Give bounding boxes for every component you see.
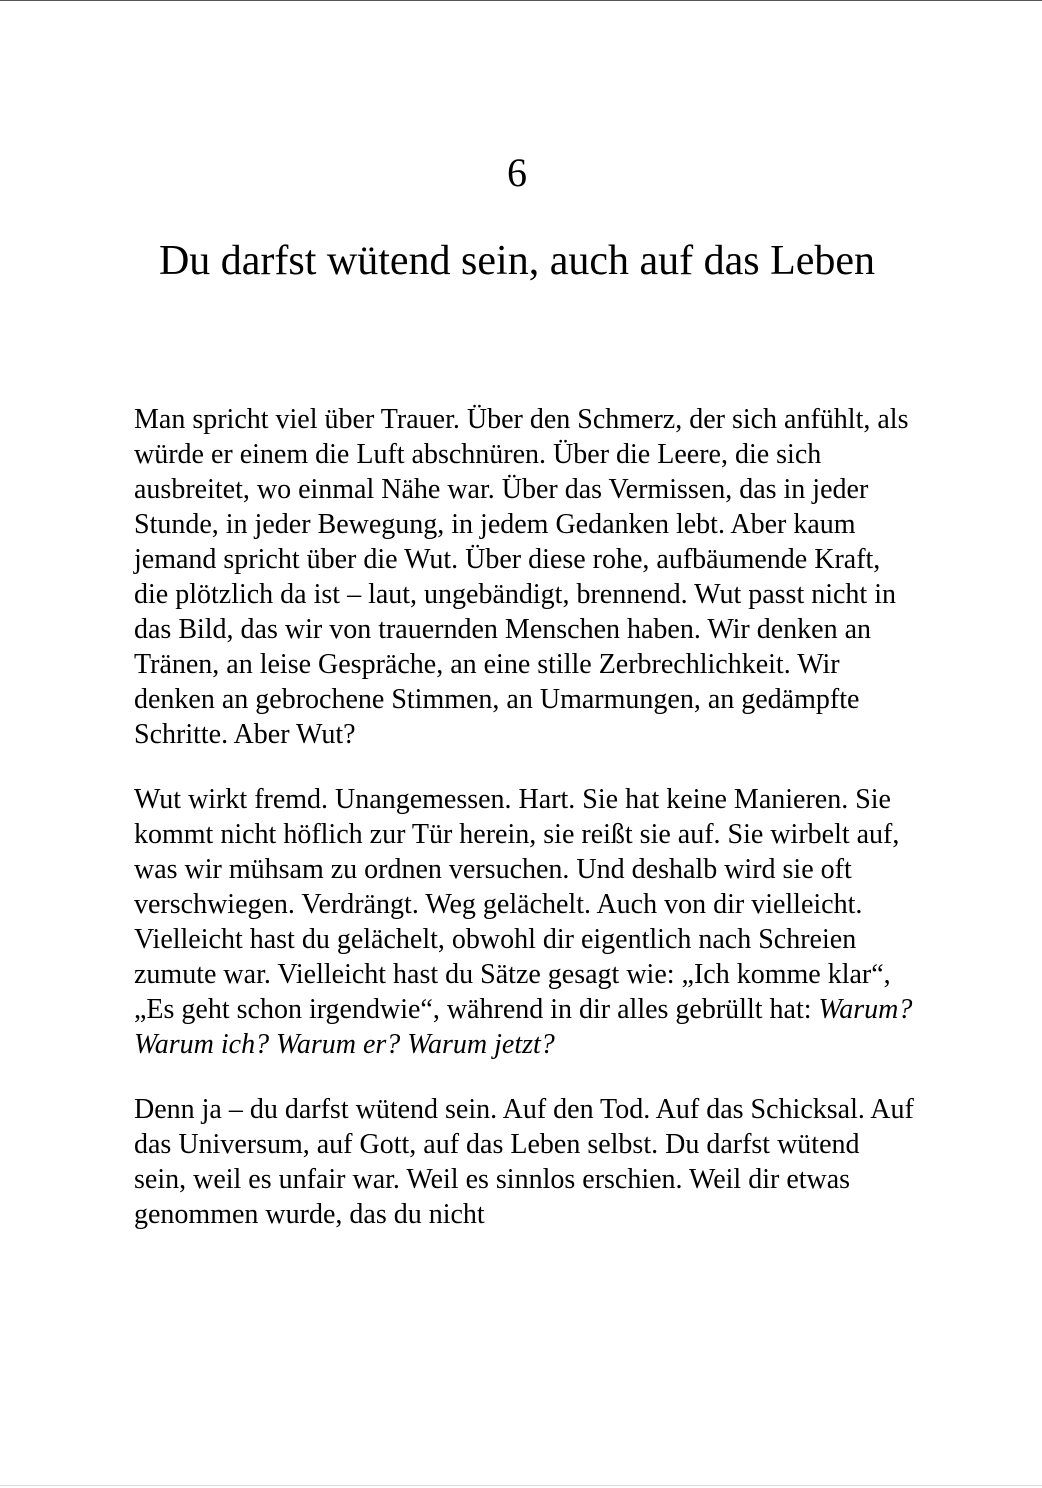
paragraph-3-text: Denn ja – du darfst wütend sein. Auf den Tod. Auf das Schicksal. Auf das Universum, auf Gott, auf das Leben selbst. Du darfst wütend sein, weil es unfair war. Weil es sinnlos erschien. Weil dir etwas genommen wurde, das du nicht — [134, 1094, 914, 1230]
chapter-body — [134, 402, 914, 1262]
paragraph-2-emphasis: Warum? Warum ich? Warum er? Warum jetzt? — [134, 994, 913, 1060]
paragraph-1 — [134, 402, 914, 752]
paragraph-2-text: Wut wirkt fremd. Unangemessen. Hart. Sie hat keine Manieren. Sie kommt nicht höflich zur Tür herein, sie reißt sie auf. Sie wirbelt auf, was wir mühsam zu ordnen versuchen. Und deshalb wird sie oft verschwiegen. Verdrängt. Weg gelächelt. Auch von dir vielleicht. Vielleicht hast du gelächelt, obwohl dir eigentlich nach Schreien zumute war. Vielleicht hast du Sätze gesagt wie: „Ich komme klar“, „Es geht schon irgendwie“, während in dir alles gebrüllt hat: — [134, 784, 900, 1025]
chapter-number: 6 — [507, 150, 527, 195]
chapter-title: Du darfst wütend sein, auch auf das Leben — [158, 238, 876, 284]
paragraph-1-text: Man spricht viel über Trauer. Über den Schmerz, der sich anfühlt, als würde er einem die Luft abschnüren. Über die Leere, die sich ausbreitet, wo einmal Nähe war. Über das Vermissen, das in jeder Stunde, in jeder Bewegung, in jedem Gedanken lebt. Aber kaum jemand spricht über die Wut. Über diese rohe, aufbäumende Kraft, die plötzlich da ist – laut, ungebändigt, brennend. Wut passt nicht in das Bild, das wir von trauernden Menschen haben. Wir denken an Tränen, an leise Gespräche, an eine stille Zerbrechlichkeit. Wir denken an gebrochene Stimmen, an Umarmungen, an gedämpfte Schritte. Aber Wut? — [134, 404, 909, 750]
bottom-border — [0, 1485, 1042, 1486]
paragraph-3 — [134, 1092, 914, 1232]
top-border — [0, 0, 1042, 1]
paragraph-2 — [134, 782, 914, 1062]
